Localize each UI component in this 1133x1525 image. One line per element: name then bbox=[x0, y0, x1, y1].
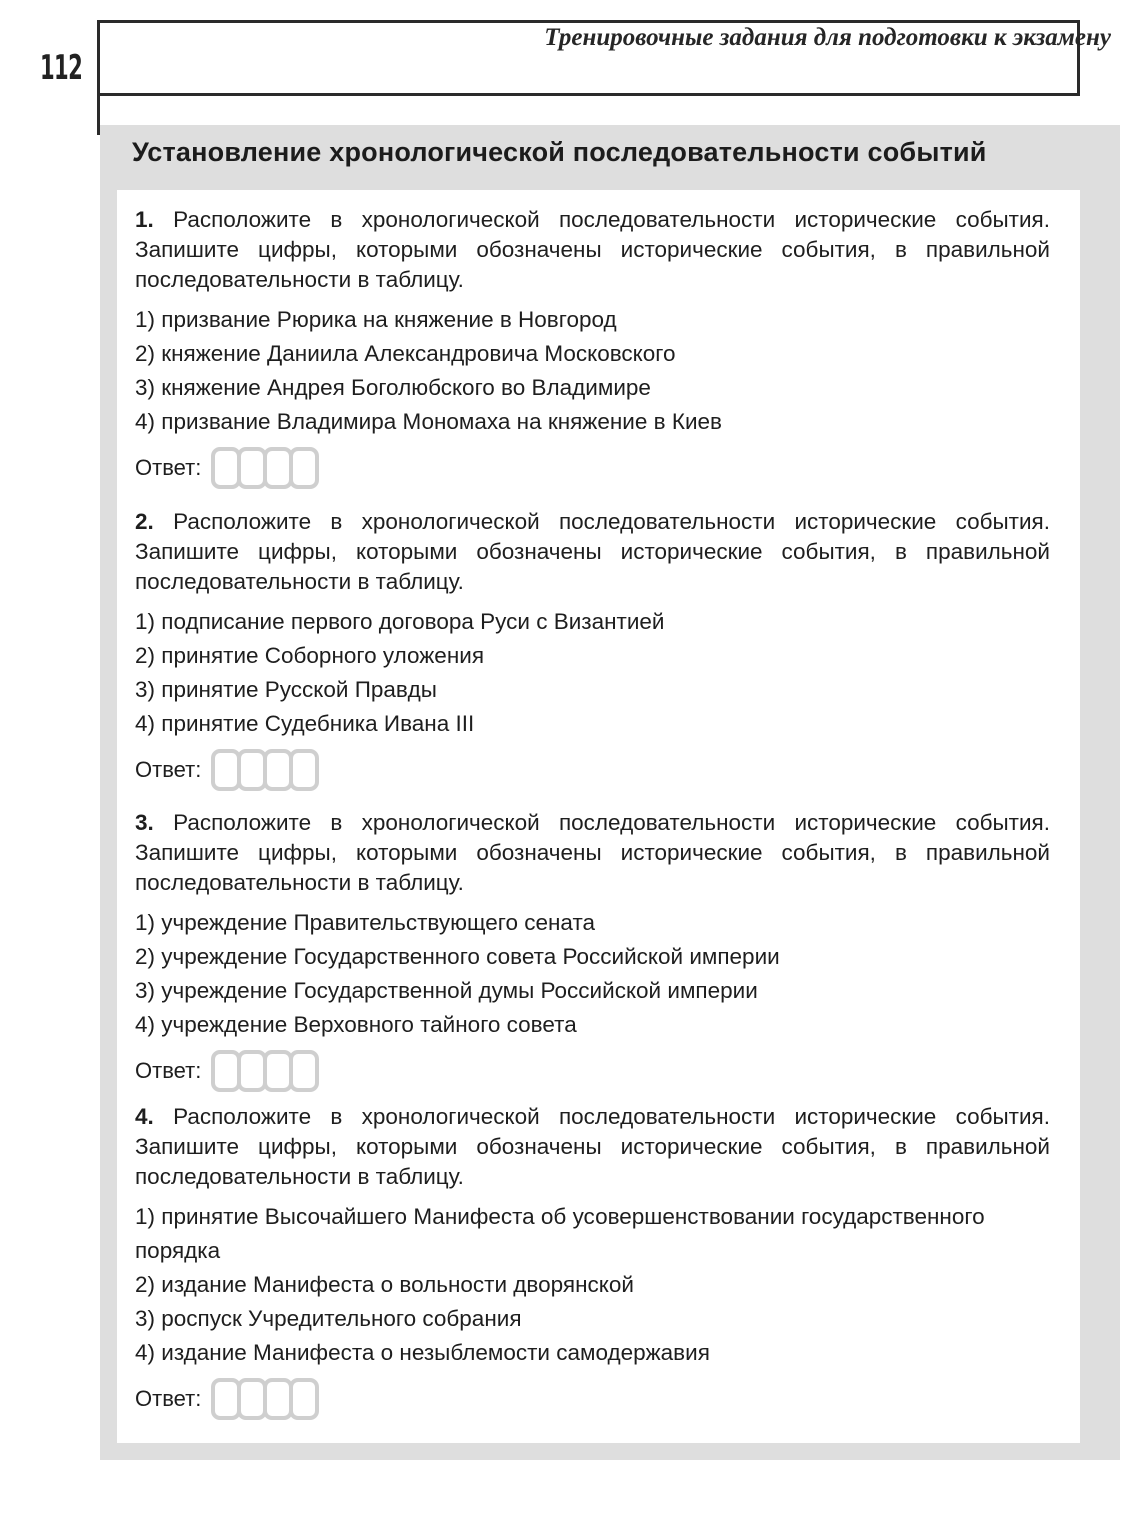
answer-cells bbox=[211, 1050, 315, 1092]
task-prompt bbox=[135, 205, 1050, 295]
option-item: 2) учреждение Государственного совета Российской империи bbox=[135, 944, 780, 969]
answer-row bbox=[135, 1050, 1050, 1092]
answer-cells bbox=[211, 447, 315, 489]
option-list bbox=[135, 605, 1050, 741]
section-title: Установление хронологической последовательности событий bbox=[132, 137, 987, 167]
task-number: 1. bbox=[135, 207, 154, 232]
option-list bbox=[135, 1200, 1050, 1370]
option-item: 4) призвание Владимира Мономаха на княжение в Киев bbox=[135, 409, 722, 434]
answer-label: Ответ: bbox=[135, 1386, 202, 1411]
option-item: 1) учреждение Правительствующего сената bbox=[135, 910, 596, 935]
option-item: 2) издание Манифеста о вольности дворянской bbox=[135, 1272, 634, 1297]
answer-cell[interactable] bbox=[289, 1378, 319, 1420]
answer-label: Ответ: bbox=[135, 455, 202, 480]
task-number: 3. bbox=[135, 810, 154, 835]
option-item: 4) учреждение Верховного тайного совета bbox=[135, 1012, 577, 1037]
task-text: Расположите в хронологической последовательности исторические события. Запишите цифры, которыми обозначены исторические события, в правильной последовательности в таблицу. bbox=[135, 207, 1050, 292]
option-list bbox=[135, 906, 1050, 1042]
task-prompt bbox=[135, 507, 1050, 597]
option-item: 4) принятие Судебника Ивана III bbox=[135, 711, 475, 736]
option-list bbox=[135, 303, 1050, 439]
answer-row bbox=[135, 749, 1050, 791]
option-item: 2) княжение Даниила Александровича Московского bbox=[135, 341, 676, 366]
task-text: Расположите в хронологической последовательности исторические события. Запишите цифры, которыми обозначены исторические события, в правильной последовательности в таблицу. bbox=[135, 1104, 1050, 1189]
task-text: Расположите в хронологической последовательности исторические события. Запишите цифры, которыми обозначены исторические события, в правильной последовательности в таблицу. bbox=[135, 509, 1050, 594]
option-item: 3) роспуск Учредительного собрания bbox=[135, 1306, 522, 1331]
task-text: Расположите в хронологической последовательности исторические события. Запишите цифры, которыми обозначены исторические события, в правильной последовательности в таблицу. bbox=[135, 810, 1050, 895]
answer-cells bbox=[211, 749, 315, 791]
header-rule bbox=[97, 20, 100, 135]
answer-cells bbox=[211, 1378, 315, 1420]
answer-cell[interactable] bbox=[289, 749, 319, 791]
task-1 bbox=[135, 205, 1050, 489]
answer-row bbox=[135, 447, 1050, 489]
option-item: 3) учреждение Государственной думы Российской империи bbox=[135, 978, 758, 1003]
task-4 bbox=[135, 1102, 1050, 1420]
task-3 bbox=[135, 808, 1050, 1092]
answer-cell[interactable] bbox=[289, 447, 319, 489]
option-item: 1) принятие Высочайшего Манифеста об усовершенствовании государственного порядка bbox=[135, 1204, 985, 1263]
option-item: 1) подписание первого договора Руси с Византией bbox=[135, 609, 665, 634]
task-2 bbox=[135, 507, 1050, 791]
answer-cell[interactable] bbox=[289, 1050, 319, 1092]
option-item: 2) принятие Соборного уложения bbox=[135, 643, 485, 668]
answer-label: Ответ: bbox=[135, 757, 202, 782]
header-title: Тренировочные задания для подготовки к экзамену bbox=[544, 24, 1111, 51]
option-item: 1) призвание Рюрика на княжение в Новгород bbox=[135, 307, 617, 332]
answer-label: Ответ: bbox=[135, 1058, 202, 1083]
task-prompt bbox=[135, 1102, 1050, 1192]
page-number: 112 bbox=[40, 48, 83, 88]
option-item: 4) издание Манифеста о незыблемости самодержавия bbox=[135, 1340, 710, 1365]
task-prompt bbox=[135, 808, 1050, 898]
task-number: 4. bbox=[135, 1104, 154, 1129]
option-item: 3) принятие Русской Правды bbox=[135, 677, 437, 702]
task-number: 2. bbox=[135, 509, 154, 534]
option-item: 3) княжение Андрея Боголюбского во Владимире bbox=[135, 375, 651, 400]
answer-row bbox=[135, 1378, 1050, 1420]
